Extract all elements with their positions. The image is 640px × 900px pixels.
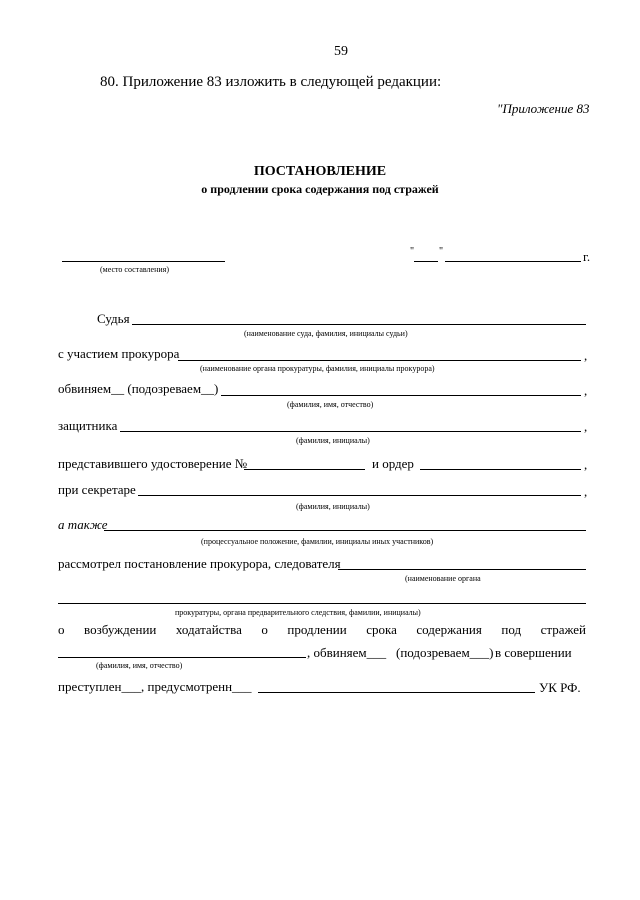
- appendix-reference: "Приложение 83: [497, 101, 590, 116]
- crime-article-line[interactable]: [258, 692, 535, 693]
- accused-comma: ,: [584, 383, 588, 398]
- document-title: ПОСТАНОВЛЕНИЕ: [253, 164, 387, 179]
- certificate-number-line[interactable]: [244, 469, 365, 470]
- defender-field-line[interactable]: [120, 431, 581, 432]
- considered-label: рассмотрел постановление прокурора, следователя: [58, 556, 341, 571]
- year-suffix: г.: [583, 249, 591, 264]
- petition-word: под: [501, 622, 522, 637]
- place-field-line[interactable]: [62, 261, 225, 262]
- date-quote-close: ": [439, 246, 444, 257]
- petition-word: содержания: [416, 622, 482, 637]
- secretary-caption: (фамилия, инициалы): [296, 502, 370, 511]
- accused-field-line[interactable]: [221, 395, 581, 396]
- in-commission: в совершении: [495, 645, 572, 660]
- secretary-comma: ,: [584, 484, 588, 499]
- prosecutor-caption: (наименование органа прокуратуры, фамилия, инициалы прокурора): [200, 364, 435, 373]
- suspect-mid: (подозреваем___): [396, 645, 494, 660]
- organ-caption-2: прокуратуры, органа предварительного следствия, фамилии, инициалы): [175, 608, 421, 617]
- petition-word: о: [261, 622, 268, 637]
- petition-line: [58, 622, 586, 638]
- accused-fio-caption: (фамилия, имя, отчество): [96, 661, 183, 670]
- accused-caption: (фамилия, имя, отчество): [287, 400, 374, 409]
- defender-comma: ,: [584, 419, 588, 434]
- order-number-line[interactable]: [420, 469, 581, 470]
- secretary-field-line[interactable]: [138, 495, 581, 496]
- place-caption: (место составления): [100, 265, 169, 274]
- prosecutor-comma: ,: [584, 348, 588, 363]
- organ-caption: (наименование органа: [405, 574, 481, 583]
- prosecutor-field-line[interactable]: [178, 360, 581, 361]
- judge-field-line[interactable]: [132, 324, 586, 325]
- certificate-label: представившего удостоверение №: [58, 456, 248, 471]
- order-label: и ордер: [372, 456, 414, 471]
- page-number: 59: [334, 44, 348, 59]
- date-quote-open: ": [410, 246, 415, 257]
- accused-label: обвиняем__ (подозреваем__): [58, 381, 219, 396]
- petition-word: о: [58, 622, 65, 637]
- also-caption: (процессуальное положение, фамилии, инициалы иных участников): [201, 537, 434, 546]
- petition-word: возбуждении: [84, 622, 157, 637]
- crime-label: преступлен___, предусмотренн___: [58, 679, 252, 694]
- organ-field-line[interactable]: [338, 569, 586, 570]
- accused-fio-line[interactable]: [58, 657, 306, 658]
- defender-caption: (фамилия, инициалы): [296, 436, 370, 445]
- judge-caption: (наименование суда, фамилия, инициалы судьи): [244, 329, 408, 338]
- date-month-year-line[interactable]: [445, 261, 581, 262]
- petition-word: стражей: [540, 622, 586, 637]
- also-label: а также: [58, 517, 108, 532]
- code-suffix: УК РФ.: [539, 680, 581, 695]
- defender-label: защитника: [58, 418, 118, 433]
- document-subtitle: о продлении срока содержания под стражей: [201, 182, 439, 196]
- petition-word: ходатайства: [175, 622, 242, 637]
- secretary-label: при секретаре: [58, 482, 136, 497]
- date-day-line[interactable]: [414, 261, 438, 262]
- organ-field-line-2[interactable]: [58, 603, 586, 604]
- judge-label: Судья: [97, 311, 130, 326]
- intro-text: 80. Приложение 83 изложить в следующей редакции:: [100, 74, 442, 90]
- order-comma: ,: [584, 457, 588, 472]
- prosecutor-label: с участием прокурора: [58, 346, 180, 361]
- accused-mid: , обвиняем___: [307, 645, 387, 660]
- petition-word: продлении: [287, 622, 347, 637]
- petition-word: срока: [366, 622, 397, 637]
- also-field-line[interactable]: [104, 530, 586, 531]
